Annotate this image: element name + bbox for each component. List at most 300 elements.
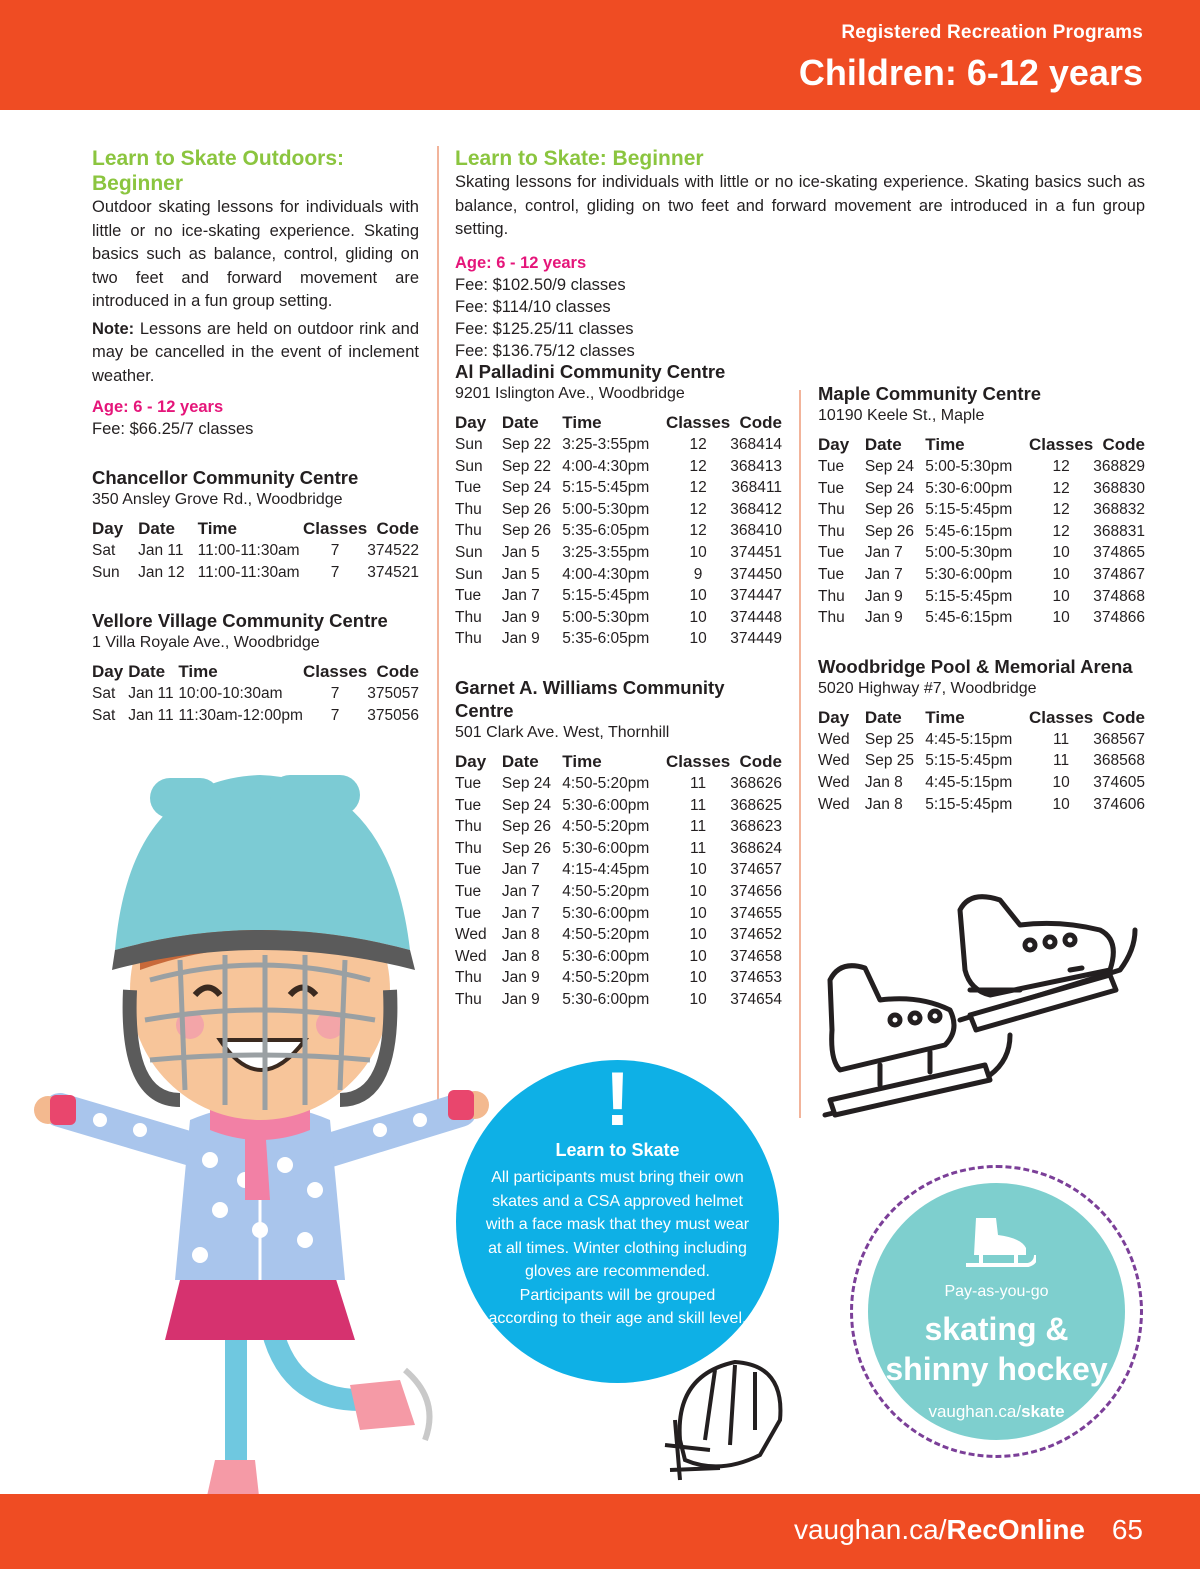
location-address: 5020 Highway #7, Woodbridge [818,679,1037,697]
table-cell: Jan 7 [864,565,903,583]
table-cell: 5:00-5:30pm [925,458,1013,475]
table-cell: 10 [1052,565,1070,583]
column-header: Time [562,413,602,432]
table-cell: 10 [1052,587,1070,605]
table-cell: Sat [92,706,116,724]
table-cell: Wed [818,752,850,770]
table-cell: Sep 22 [501,436,551,453]
promo-link-path: skate [1021,1402,1065,1421]
table-cell: 10 [689,608,707,626]
table-cell: Tue [818,544,845,562]
table-row [92,683,419,705]
table-cell: Jan 7 [501,904,540,922]
table-row [818,586,1145,608]
table-row [818,607,1145,629]
table-row [455,967,782,989]
schedule-table [818,434,1145,629]
table-cell: 10 [1052,795,1070,813]
table-cell: 4:00-4:30pm [562,565,650,583]
schedule-table [818,707,1145,815]
table-cell: 374655 [730,904,782,922]
location-address: 9201 Islington Ave., Woodbridge [455,385,685,402]
table-cell: 7 [330,563,340,581]
location-block [455,360,782,650]
table-row [818,729,1145,751]
table-cell: Tue [818,458,845,475]
table-cell: 10 [689,990,707,1008]
promo-headline [868,1309,1125,1389]
table-cell: Tue [455,861,482,879]
table-cell: 10 [689,904,707,922]
table-cell: 5:45-6:15pm [925,609,1013,627]
table-cell: 368414 [730,436,782,453]
table-cell: 4:45-5:15pm [925,773,1013,791]
table-cell: 374451 [730,543,782,561]
location-address: 10190 Keele St., Maple [818,407,985,424]
table-cell: 374522 [367,542,419,559]
table-cell: 368625 [730,796,782,814]
table-cell: Wed [818,730,850,748]
table-cell: Sat [92,685,116,703]
table-cell: Thu [818,501,845,519]
footer-link[interactable] [794,1514,1085,1546]
table-cell: Jan 5 [501,565,540,583]
table-cell: 4:50-5:20pm [562,969,650,987]
table-cell: Wed [455,926,487,944]
table-cell: Tue [455,796,482,814]
table-cell: 10 [1052,773,1070,791]
table-cell: 374450 [730,565,782,583]
table-cell: Tue [818,565,845,583]
outdoor-program [92,146,419,726]
table-cell: Wed [818,795,850,813]
note-text: Lessons are held on outdoor rink and may be cancelled in the event of inclement weather. [92,319,419,385]
table-cell: 11 [1053,752,1070,770]
column-header: Classes [665,751,731,771]
table-cell: Sep 26 [501,522,551,540]
location-name: Woodbridge Pool & Memorial Arena [818,655,1133,677]
table-cell: 5:00-5:30pm [562,608,650,626]
column-header: Day [92,662,124,682]
table-row [455,456,782,478]
table-row [455,542,782,564]
table-cell: 11:30am-12:00pm [178,706,303,724]
table-row [455,499,782,521]
table-cell: 4:50-5:20pm [562,882,650,900]
table-cell: 10 [689,587,707,605]
location-name: Maple Community Centre [818,383,1042,404]
table-cell: 374448 [730,608,782,626]
table-cell: 12 [689,436,707,453]
column-header: Time [925,707,965,727]
table-cell: 12 [1052,479,1070,497]
page-footer [0,1494,1200,1569]
column-header: Classes [302,519,368,538]
skater-girl-illustration [20,760,500,1540]
table-cell: Wed [455,947,487,965]
column-header: Time [925,435,965,454]
table-cell: 4:00-4:30pm [562,457,650,475]
table-cell: 5:15-5:45pm [925,795,1013,813]
column-header: Code [376,519,419,538]
table-cell: 12 [1052,522,1070,540]
table-cell: 5:15-5:45pm [925,587,1013,605]
table-cell: 374521 [367,563,419,581]
table-cell: 4:15-4:45pm [562,861,650,879]
table-cell: Jan 9 [864,609,903,627]
table-cell: Jan 11 [138,542,184,559]
page-number: 65 [1111,1514,1143,1545]
table-cell: Jan 8 [501,947,540,965]
table-cell: Thu [455,818,482,836]
table-cell: Sep 26 [501,839,551,857]
table-cell: Tue [818,479,845,497]
table-row [818,564,1145,586]
table-cell: Sep 24 [864,458,914,475]
table-cell: 4:50-5:20pm [562,774,650,792]
page-header [0,0,1200,110]
table-cell: Thu [455,522,482,540]
learn-to-skate-notice [456,1057,779,1383]
table-cell: 368623 [730,818,782,836]
promo-link-base: vaughan.ca/ [928,1402,1022,1421]
table-cell: 368413 [730,457,782,475]
column-header: Time [562,751,602,771]
schedule-table [92,518,419,583]
table-cell: 368410 [730,522,782,540]
promo-headline-line: shinny hockey [885,1351,1108,1387]
table-cell: 10 [689,926,707,944]
table-cell: Jan 9 [501,969,540,987]
table-row [455,477,782,499]
table-cell: 374654 [730,990,782,1008]
table-cell: 10 [689,947,707,965]
table-cell: 10 [689,861,707,879]
column-header: Day [455,413,487,432]
table-cell: Sun [455,543,483,561]
column-header: Time [197,519,237,538]
table-cell: 5:30-6:00pm [562,839,650,857]
table-header-row [818,707,1145,729]
table-cell: Jan 7 [501,587,540,605]
table-cell: 374447 [730,587,782,605]
column-header: Day [92,519,124,538]
table-cell: 10 [689,543,707,561]
column-header: Code [1102,435,1145,454]
table-cell: Sep 24 [864,479,914,497]
table-row [455,564,782,586]
table-row [455,838,782,860]
table-cell: 12 [689,479,707,497]
program-note [92,318,419,389]
beginner-locations-right [818,382,1145,815]
table-row [455,520,782,542]
table-cell: 374866 [1093,609,1145,627]
table-row [455,607,782,629]
table-cell: Thu [455,990,482,1008]
table-cell: 368567 [1093,730,1145,748]
table-row [455,585,782,607]
table-cell: Jan 9 [501,608,540,626]
table-cell: Jan 5 [501,543,540,561]
table-cell: 10 [1052,544,1070,562]
page-title: Children: 6-12 years [798,52,1143,93]
note-label: Note: [92,319,135,338]
table-cell: Thu [818,609,845,627]
footer-link-path: RecOnline [946,1514,1085,1545]
location-address: 1 Villa Royale Ave., Woodbridge [92,634,320,652]
table-cell: 7 [330,685,340,703]
location-name: Garnet A. Williams Community Centre [455,676,725,721]
column-header: Code [739,751,782,771]
table-cell: Tue [455,479,482,497]
table-cell: Jan 11 [128,685,174,703]
column-header: Day [455,751,487,771]
location-address: 501 Clark Ave. West, Thornhill [455,723,670,741]
location-name: Chancellor Community Centre [92,467,359,488]
table-cell: Sep 26 [864,501,914,519]
program-title: Learn to Skate Outdoors: Beginner [92,147,345,195]
table-cell: Sep 24 [501,796,551,814]
table-row [455,795,782,817]
table-cell: Sep 26 [501,818,551,836]
notice-text: All participants must bring their own skates and a CSA approved helmet with a face mask that they must wear at all times. Winter clothing including gloves are recommended. Participants will be grouped according to their age and skill level. [485,1169,750,1327]
table-cell: 368626 [730,774,782,792]
promo-kicker: Pay-as-you-go [944,1283,1049,1300]
fee: Fee: $136.75/12 classes [455,341,635,360]
table-row [818,456,1145,478]
table-cell: 5:15-5:45pm [925,501,1013,519]
table-cell: 5:45-6:15pm [925,522,1013,540]
table-cell: Sep 26 [501,500,551,518]
table-cell: 374449 [730,630,782,648]
table-cell: 4:50-5:20pm [562,926,650,944]
table-cell: 5:30-6:00pm [562,947,650,965]
table-row [818,542,1145,564]
column-header: Date [501,413,539,432]
table-cell: Jan 8 [864,795,903,813]
table-cell: 5:00-5:30pm [925,544,1013,562]
table-cell: 12 [1052,501,1070,519]
table-cell: 5:30-6:00pm [925,565,1013,583]
hockey-helmet-illustration [660,1350,800,1490]
table-cell: 374652 [730,926,782,944]
table-cell: 5:30-6:00pm [925,479,1013,497]
footer-link-base: vaughan.ca/ [793,1514,947,1545]
table-cell: Jan 8 [864,773,903,791]
table-cell: 368830 [1093,479,1145,497]
table-cell: 7 [330,706,340,724]
column-header: Code [1102,707,1145,727]
ice-skates-illustration [820,880,1150,1120]
table-row [92,540,419,562]
table-cell: 5:30-6:00pm [562,904,650,922]
table-row [455,989,782,1011]
table-cell: 374658 [730,947,782,965]
table-cell: Wed [818,773,850,791]
table-cell: 368568 [1093,752,1145,770]
table-cell: 10 [689,969,707,987]
table-cell: 11 [1053,730,1070,748]
beginner-program [455,146,1145,362]
table-cell: 12 [689,522,707,540]
table-row [818,499,1145,521]
fee-list [455,274,1145,362]
table-cell: 374606 [1093,795,1145,813]
table-row [818,794,1145,816]
table-cell: 374605 [1093,773,1145,791]
schedule-table [92,661,419,726]
column-header: Classes [302,662,368,682]
promo-headline-line: skating & [924,1311,1069,1347]
table-cell: 10 [689,630,707,648]
table-cell: 368411 [731,479,782,497]
table-cell: Sun [455,436,483,453]
table-cell: Thu [818,587,845,605]
table-row [818,772,1145,794]
table-cell: Sat [92,542,116,559]
table-cell: 374868 [1093,587,1145,605]
table-cell: 5:30-6:00pm [562,990,650,1008]
column-header: Day [818,707,850,727]
column-header: Date [864,707,902,727]
table-cell: Jan 9 [501,630,540,648]
schedule-table [455,412,782,650]
table-cell: 374656 [730,882,782,900]
table-cell: 11 [690,818,707,836]
table-cell: Sun [455,457,483,475]
table-cell: Tue [455,882,482,900]
column-divider [799,390,801,1118]
schedule-table [455,751,782,1011]
table-cell: 12 [1052,458,1070,475]
table-cell: Jan 9 [864,587,903,605]
table-cell: Sep 25 [864,730,914,748]
beginner-locations-mid [455,360,782,1010]
column-header: Date [128,662,166,682]
program-title: Learn to Skate: Beginner [455,147,704,170]
column-header: Code [739,413,782,432]
pay-as-you-go-promo [850,1165,1143,1458]
table-cell: Thu [455,608,482,626]
table-cell: 374867 [1093,565,1145,583]
fee: Fee: $102.50/9 classes [455,275,626,294]
table-header-row [455,751,782,773]
table-cell: Sep 26 [864,522,914,540]
column-header: Classes [1028,435,1094,454]
table-cell: 368624 [730,839,782,857]
age-range: Age: 6 - 12 years [92,398,224,416]
table-cell: 5:15-5:45pm [925,752,1013,770]
location-block [818,655,1145,815]
column-header: Day [818,435,850,454]
table-cell: Sep 22 [501,457,551,475]
location-block [455,676,782,1011]
program-description: Outdoor skating lessons for individuals with little or no ice-skating experience. Skating basics such as balance, control, gliding on two feet and forward movement are introduced in a fun group setting. [92,198,419,310]
table-row [455,773,782,795]
table-cell: Jan 12 [138,563,185,581]
table-cell: 12 [689,500,707,518]
table-cell: Thu [455,969,482,987]
table-row [455,628,782,650]
table-cell: 374653 [730,969,782,987]
table-cell: 11 [690,796,707,814]
table-cell: 368831 [1093,522,1145,540]
table-cell: 368829 [1093,458,1145,475]
table-cell: Thu [455,500,482,518]
table-cell: 9 [693,565,703,583]
table-cell: 5:15-5:45pm [562,587,650,605]
table-cell: Jan 7 [501,861,540,879]
table-cell: Sun [92,563,120,581]
table-row [455,946,782,968]
table-header-row [92,518,419,540]
table-header-row [455,412,782,434]
table-cell: 12 [689,457,707,475]
table-cell: Jan 8 [501,926,540,944]
table-cell: 10:00-10:30am [178,685,283,703]
table-cell: Thu [455,839,482,857]
table-cell: 11 [690,839,707,857]
table-row [818,750,1145,772]
table-cell: 375056 [367,706,419,724]
location-name: Al Palladini Community Centre [455,361,726,382]
table-cell: 5:30-6:00pm [562,796,650,814]
table-row [92,562,419,584]
table-cell: 374865 [1093,544,1145,562]
table-cell: Sep 25 [864,752,914,770]
location-name: Vellore Village Community Centre [92,610,388,632]
table-cell: 5:15-5:45pm [562,479,650,497]
table-cell: Tue [455,587,482,605]
table-cell: Jan 7 [501,882,540,900]
program-description: Skating lessons for individuals with little or no ice-skating experience. Skating basics such as balance, control, gliding on two feet and forward movement are introduced in a fun group setting. [455,173,1145,238]
table-cell: Jan 7 [864,544,903,562]
column-header: Date [864,435,902,454]
column-header: Date [501,751,539,771]
section-kicker: Registered Recreation Programs [841,22,1143,43]
table-cell: Sun [455,565,483,583]
table-cell: 10 [1052,609,1070,627]
table-cell: Tue [455,904,482,922]
table-row [455,859,782,881]
table-cell: 5:35-6:05pm [562,630,650,648]
table-cell: Tue [455,774,482,792]
table-cell: 375057 [367,685,419,703]
table-cell: 3:25-3:55pm [562,543,650,561]
column-header: Date [138,519,175,538]
table-cell: 5:00-5:30pm [562,500,650,518]
table-cell: 11 [690,774,707,792]
table-row [455,881,782,903]
table-cell: Thu [818,522,845,540]
table-row [455,434,782,456]
table-cell: Thu [455,630,482,648]
location-block [818,382,1145,629]
table-cell: 7 [330,542,340,559]
table-header-row [818,434,1145,456]
table-cell: Jan 9 [501,990,540,1008]
table-cell: 10 [689,882,707,900]
table-cell: 3:25-3:55pm [562,436,650,453]
table-cell: 11:00-11:30am [197,563,300,581]
exclamation-icon: ! [604,1057,631,1142]
skate-icon [966,1213,1036,1273]
table-cell: 4:45-5:15pm [925,730,1013,748]
table-cell: 5:35-6:05pm [562,522,650,540]
promo-link[interactable] [868,1402,1125,1422]
location-address: 350 Ansley Grove Rd., Woodbridge [92,491,343,508]
